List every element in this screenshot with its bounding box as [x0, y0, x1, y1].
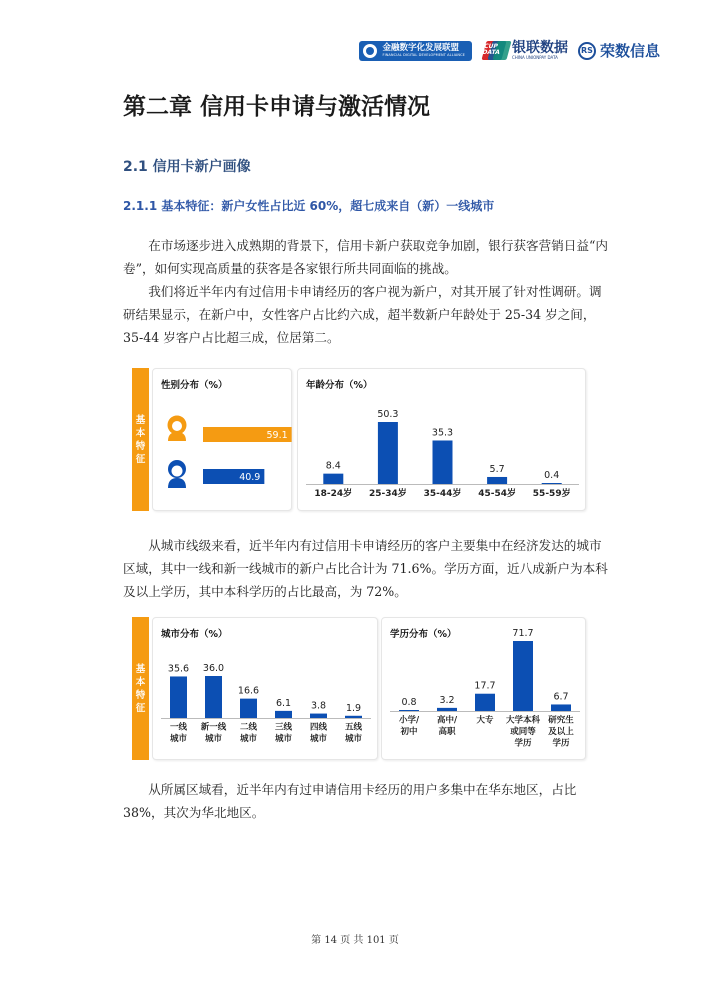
bar: [275, 711, 292, 718]
bar-value-label: 5.7: [489, 463, 505, 475]
bar-value-label: 6.7: [553, 691, 569, 703]
category-tick-label: 高职: [438, 727, 456, 737]
side-label-char: 征: [135, 702, 146, 714]
bar-value-label: 17.7: [474, 680, 496, 692]
city-chart-card: [152, 617, 378, 760]
bar: [345, 716, 362, 718]
header-logos: [359, 40, 660, 61]
category-tick-label: 及以上: [548, 727, 574, 737]
age-chart-card: [297, 368, 586, 511]
gender-chart-title: 性别分布（%）: [161, 380, 228, 391]
bar: [240, 699, 257, 718]
side-label-char: 特: [135, 689, 146, 701]
category-tick-label: 城市: [274, 734, 293, 744]
bar-value-label: 1.9: [345, 702, 362, 714]
bar-value-label: 3.8: [310, 700, 327, 712]
category-tick-label: 45-54岁: [478, 489, 516, 499]
bar-value-label: 6.1: [275, 697, 292, 709]
bar-value-label: 36.0: [202, 663, 225, 674]
fdda-logo-text: 金融数字化发展联盟: [382, 42, 459, 53]
bar: [542, 483, 562, 484]
bar: [170, 676, 187, 718]
bar: [433, 440, 453, 484]
category-tick-label: 或同等: [510, 727, 536, 737]
cupdata-logo: [482, 41, 568, 60]
cupdata-logo-icon: [482, 41, 508, 60]
category-tick-label: 新一线: [200, 722, 227, 733]
cupdata-logo-subtext: CHINA UNIONPAY DATA: [511, 55, 558, 60]
education-chart-title: 学历分布（%）: [390, 629, 457, 640]
category-tick-label: 大专: [476, 715, 494, 726]
bar: [513, 641, 533, 711]
category-tick-label: 研究生: [548, 715, 574, 726]
category-tick-label: 55-59岁: [532, 489, 571, 499]
cupdata-logo-badge: CUP DATA: [481, 43, 501, 56]
bar-value-label: 16.6: [237, 685, 260, 697]
gender-bar-value: 59.1: [266, 430, 288, 441]
bar: [551, 704, 571, 711]
paragraph-intro: 在市场逐步进入成熟期的背景下，信用卡新户获取竞争加剧，银行获客营销日益“内卷”，如何实现高质量的获客是各家银行所共同面临的挑战。: [123, 238, 609, 276]
side-label-char: 基: [135, 663, 146, 675]
bar-value-label: 35.3: [431, 427, 454, 439]
category-tick-label: 35-44岁: [423, 489, 462, 499]
category-tick-label: 三线: [274, 722, 293, 733]
category-tick-label: 城市: [309, 734, 328, 744]
bar: [310, 714, 327, 718]
male-icon: [168, 460, 186, 488]
bar: [378, 422, 398, 484]
category-tick-label: 小学/: [398, 715, 420, 726]
bar: [487, 477, 507, 484]
page-footer: 第 14 页 共 101 页: [311, 935, 399, 946]
category-tick-label: 大学本科: [505, 715, 541, 726]
bar: [437, 708, 457, 711]
bar-value-label: 35.6: [167, 663, 190, 675]
bar: [475, 694, 495, 711]
category-tick-label: 学历: [514, 738, 532, 749]
paragraph-city-education: 从城市线级来看，近半年内有过信用卡申请经历的客户主要集中在经济发达的城市区域，其中一线和新一线城市的新户占比合计为 71.6%。学历方面，近八成新户为本科及以上学历，其中本科学历的占比最高，为 72%。: [123, 538, 608, 599]
category-tick-label: 25-34岁: [369, 489, 407, 499]
bar-value-label: 3.2: [439, 694, 455, 706]
side-label-basic-features: [132, 617, 149, 760]
bar: [399, 710, 419, 711]
rongshu-logo-text: 荣数信息: [599, 42, 660, 60]
subsection-title: 2.1.1 基本特征：新户女性占比近 60%，超七成来自（新）一线城市: [123, 199, 495, 213]
category-tick-label: 一线: [169, 722, 188, 733]
chart-row-basic-2: [132, 617, 586, 760]
fdda-logo-icon: [363, 44, 377, 58]
gender-chart-card: [152, 368, 292, 511]
gender-bar-value: 40.9: [239, 472, 261, 483]
category-tick-label: 城市: [239, 734, 258, 744]
age-chart-title: 年龄分布（%）: [306, 380, 373, 391]
paragraph-survey: 我们将近半年内有过信用卡申请经历的客户视为新户，对其开展了针对性调研。调研结果显示，在新户中，女性客户占比约六成，超半数新户年龄处于 25-34 岁之间，35-44 岁客户占比超三成，位居第二。: [123, 284, 602, 345]
category-tick-label: 初中: [400, 727, 418, 737]
bar: [323, 474, 343, 484]
bar-value-label: 71.7: [512, 628, 534, 639]
side-label-char: 特: [135, 440, 146, 452]
chart-row-basic-1: [132, 368, 586, 511]
paragraph-region: 从所属区域看，近半年内有过申请信用卡经历的用户多集中在华东地区，占比 38%，其次为华北地区。: [123, 782, 577, 820]
category-tick-label: 高中/: [436, 715, 458, 726]
category-tick-label: 城市: [169, 734, 188, 744]
rongshu-logo-icon: RS: [578, 42, 596, 60]
education-chart-card: [381, 617, 586, 760]
city-chart-title: 城市分布（%）: [161, 629, 228, 640]
side-label-char: 基: [135, 414, 146, 426]
category-tick-label: 城市: [204, 734, 223, 744]
side-label-basic-features: [132, 368, 149, 511]
bar-value-label: 0.4: [544, 470, 560, 481]
side-label-char: 征: [135, 453, 146, 465]
side-label-char: 本: [135, 427, 146, 439]
category-tick-label: 学历: [552, 738, 570, 749]
bar-value-label: 8.4: [325, 460, 341, 472]
bar-value-label: 50.3: [377, 409, 399, 420]
fdda-logo-subtext: FINANCIAL DIGITAL DEVELOPMENT ALLIANCE: [382, 53, 465, 57]
chapter-title: 第二章 信用卡申请与激活情况: [123, 94, 431, 120]
side-label-char: 本: [135, 676, 146, 688]
category-tick-label: 18-24岁: [314, 489, 353, 499]
section-title: 2.1 信用卡新户画像: [123, 159, 251, 175]
category-tick-label: 城市: [344, 734, 363, 744]
category-tick-label: 五线: [344, 722, 363, 733]
rongshu-logo: [578, 40, 660, 61]
fdda-logo: [359, 41, 472, 61]
category-tick-label: 四线: [309, 722, 328, 733]
cupdata-logo-text: 银联数据: [511, 40, 568, 56]
bar-value-label: 0.8: [401, 697, 417, 708]
bar: [205, 676, 222, 718]
category-tick-label: 二线: [239, 722, 258, 733]
female-icon: [168, 416, 187, 442]
